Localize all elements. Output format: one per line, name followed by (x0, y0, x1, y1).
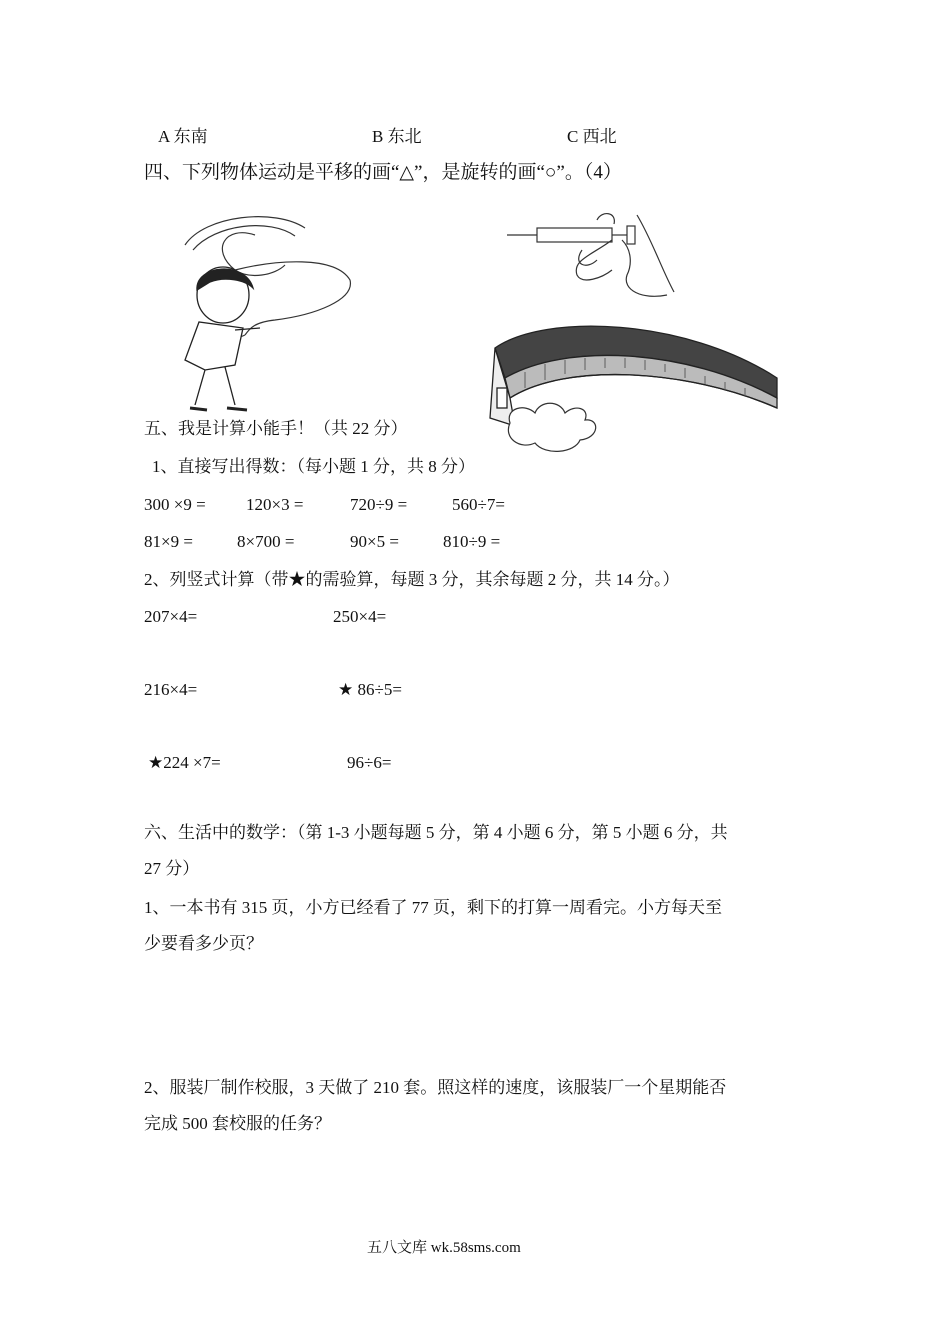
calc-r2c2: 8×700 = (237, 532, 295, 551)
section5-title: 五、我是计算小能手！（共 22 分） (144, 419, 408, 438)
train-illustration (485, 308, 785, 458)
option-c: C 西北 (567, 127, 617, 146)
q1-line1: 1、一本书有 315 页，小方已经看了 77 页，剩下的打算一周看完。小方每天至 (144, 898, 722, 917)
q2-line2: 完成 500 套校服的任务？ (144, 1114, 331, 1133)
calc-r2c1: 81×9 = (144, 532, 193, 551)
vertical-calc-2: 250×4= (333, 607, 387, 626)
calc-r1c2: 120×3 = (246, 495, 304, 514)
footer-watermark: 五八文库 wk.58sms.com (367, 1240, 521, 1256)
calc-r1c3: 720÷9 = (350, 495, 408, 514)
vertical-calc-6: 96÷6= (347, 753, 392, 772)
section4-title: 四、下列物体运动是平移的画“△”，是旋转的画“○”。（4） (144, 162, 622, 183)
section6-title-line2: 27 分） (144, 859, 200, 878)
calc-r1c1: 300 ×9 = (144, 495, 206, 514)
syringe-hand-illustration (502, 210, 682, 320)
option-b: B 东北 (372, 127, 422, 146)
part1-title: 1、直接写出得数：（每小题 1 分，共 8 分） (152, 457, 475, 476)
vertical-calc-1: 207×4= (144, 607, 198, 626)
option-a: A 东南 (158, 127, 208, 146)
calc-r2c4: 810÷9 = (443, 532, 501, 551)
vertical-calc-4: ★ 86÷5= (338, 680, 402, 699)
vertical-calc-3: 216×4= (144, 680, 198, 699)
section6-title-line1: 六、生活中的数学：（第 1-3 小题每题 5 分，第 4 小题 6 分，第 5 小题 6 分，共 (144, 823, 728, 842)
q1-line2: 少要看多少页？ (144, 934, 263, 953)
q2-line1: 2、服装厂制作校服，3 天做了 210 套。照这样的速度，该服装厂一个星期能否 (144, 1078, 727, 1097)
vertical-calc-5: ★224 ×7= (148, 753, 221, 772)
calc-r1c4: 560÷7= (452, 495, 505, 514)
calc-r2c3: 90×5 = (350, 532, 399, 551)
part2-title: 2、列竖式计算（带★的需验算，每题 3 分，其余每题 2 分，共 14 分。） (144, 570, 680, 589)
boy-pushing-illustration (165, 210, 365, 420)
